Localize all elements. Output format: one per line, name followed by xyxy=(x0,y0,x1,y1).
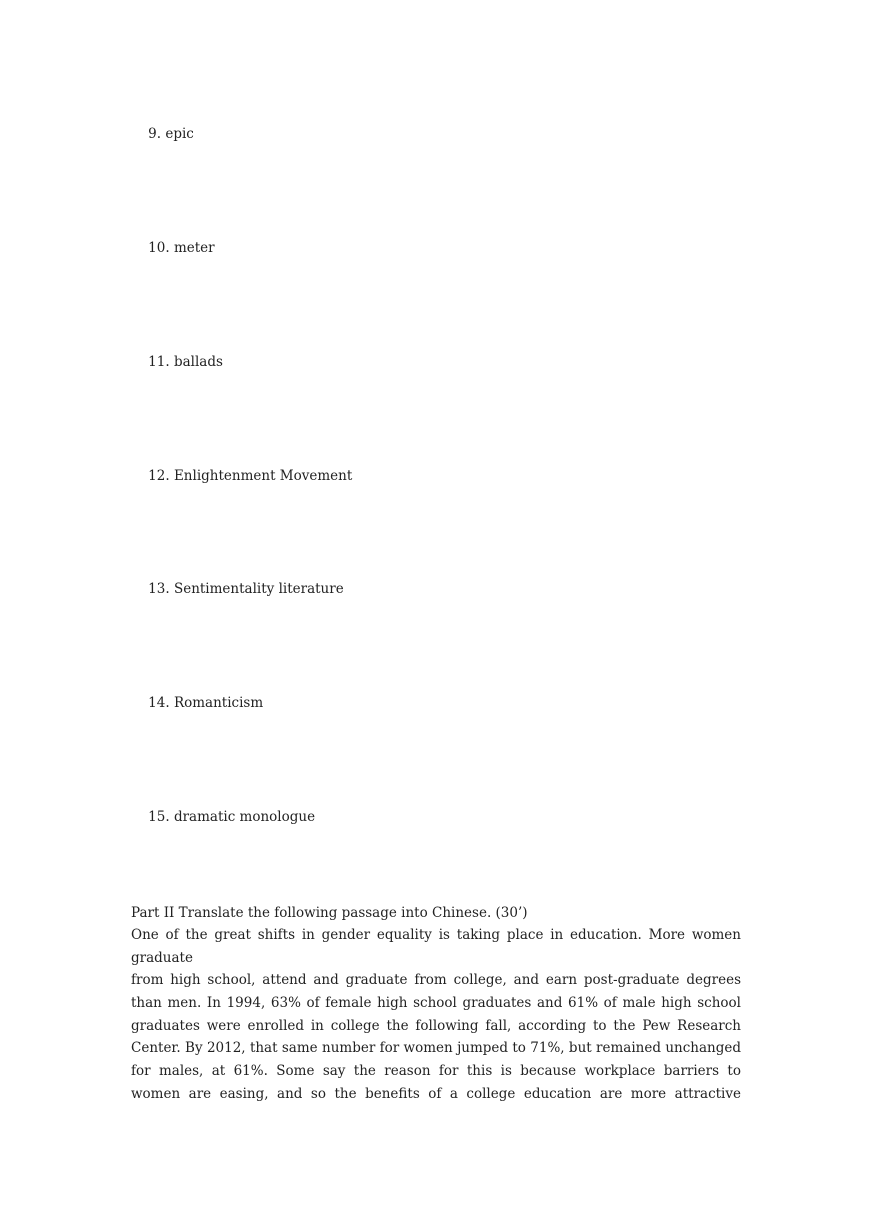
term-text: Enlightenment Movement xyxy=(173,468,353,484)
term-item-11 xyxy=(131,335,223,389)
term-number: 12. xyxy=(148,468,170,484)
term-number: 10. xyxy=(148,240,170,256)
term-text: Sentimentality literature xyxy=(173,581,344,597)
passage-line: than men. In 1994, 63% of female high school graduates and 61% of male high school xyxy=(131,995,741,1012)
term-number: 13. xyxy=(148,581,170,597)
term-item-15 xyxy=(131,790,315,844)
passage-line: One of the great shifts in gender equality is taking place in education. More women xyxy=(131,927,741,943)
term-text: ballads xyxy=(173,354,223,370)
passage-line: graduate xyxy=(131,949,193,966)
term-text: Romanticism xyxy=(173,695,264,711)
passage-line: graduates were enrolled in college the following fall, according to the Pew Research xyxy=(131,1017,741,1034)
term-text: dramatic monologue xyxy=(173,809,316,825)
translation-passage xyxy=(131,925,741,1107)
term-text: meter xyxy=(173,240,215,256)
term-item-13 xyxy=(131,562,344,616)
passage-line: women are easing, and so the benefits of a college education are more attractive xyxy=(131,1085,741,1102)
term-number: 14. xyxy=(148,695,170,711)
term-item-10 xyxy=(131,221,215,275)
term-text: epic xyxy=(165,126,194,142)
part-two-section xyxy=(131,903,741,1107)
passage-line: Center. By 2012, that same number for women jumped to 71%, but remained unchanged xyxy=(131,1040,741,1057)
passage-line: from high school, attend and graduate from college, and earn post-graduate degrees xyxy=(131,972,741,989)
term-number: 9. xyxy=(148,126,162,142)
part-two-heading: Part II Translate the following passage into Chinese. (30’) xyxy=(131,905,528,921)
term-item-14 xyxy=(131,676,263,730)
term-number: 15. xyxy=(148,809,170,825)
term-item-12 xyxy=(131,449,352,503)
term-item-9 xyxy=(131,107,194,161)
term-number: 11. xyxy=(148,354,170,370)
passage-line: for males, at 61%. Some say the reason for this is because workplace barriers to xyxy=(131,1063,741,1080)
